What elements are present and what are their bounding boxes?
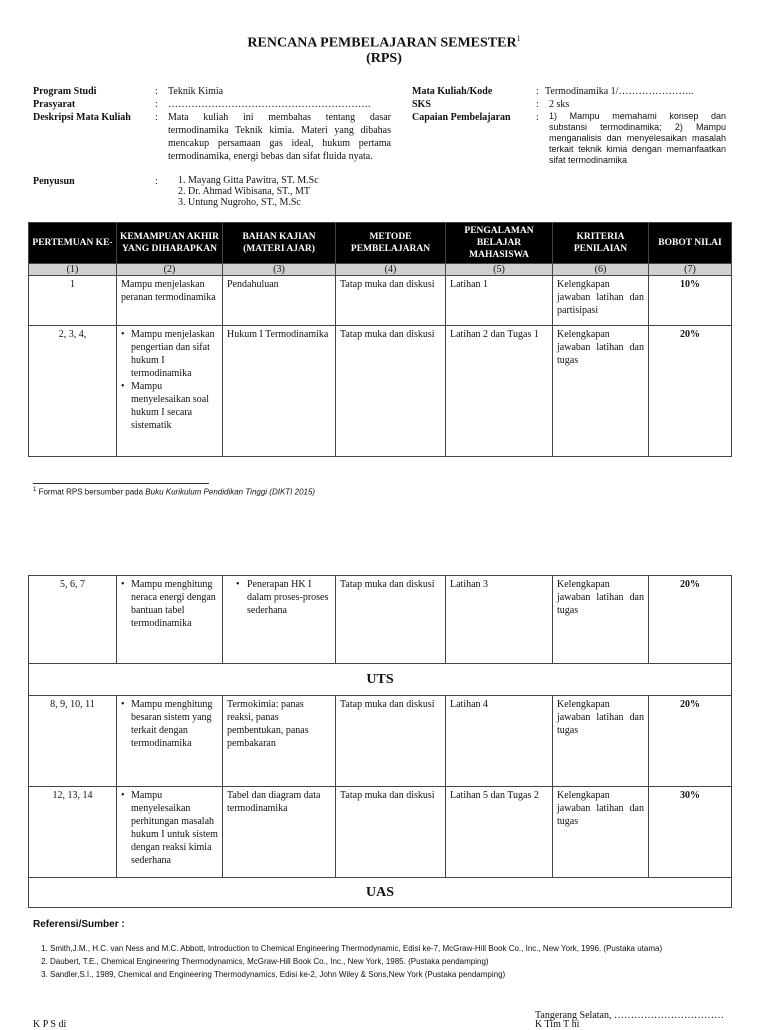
pengalaman-cell: Latihan 4 bbox=[446, 696, 553, 787]
mata-kuliah-label: Mata Kuliah/Kode bbox=[412, 86, 493, 97]
penyusun-list bbox=[168, 175, 319, 208]
bobot-cell: 20% bbox=[649, 326, 732, 457]
mata-kuliah-value: Termodinamika 1/………………….. bbox=[545, 86, 694, 97]
kemampuan-list bbox=[121, 698, 218, 750]
bobot-cell: 30% bbox=[649, 787, 732, 878]
table-row bbox=[29, 276, 732, 326]
colon: : bbox=[536, 99, 539, 110]
footnote-source: Buku Kurikulum Pendidikan Tinggi (DIKTI 2015) bbox=[145, 487, 316, 497]
rps-table-page1 bbox=[28, 222, 732, 457]
kriteria-cell: Kelengkapan jawaban latihan dan partisipasi bbox=[553, 276, 649, 326]
bobot-cell: 20% bbox=[649, 696, 732, 787]
footnote-text: Format RPS bersumber pada bbox=[38, 487, 146, 497]
meta-right bbox=[412, 85, 732, 175]
table-header-row bbox=[29, 223, 732, 264]
author-item: 3. Untung Nugroho, ST., M.Sc bbox=[188, 197, 319, 208]
list-item: • Mampu menyelesaikan soal hukum I secara sistematik bbox=[131, 380, 218, 432]
list-item: • Penerapan HK I dalam proses-proses sederhana bbox=[247, 578, 331, 617]
author-item: 2. Dr. Ahmad Wibisana, ST., MT bbox=[188, 186, 319, 197]
pengalaman-cell: Latihan 1 bbox=[446, 276, 553, 326]
kemampuan-cell: Mampu menjelaskan peranan termodinamika bbox=[117, 276, 223, 326]
uts-row bbox=[29, 664, 732, 696]
footnote bbox=[33, 487, 315, 497]
bahan-cell bbox=[223, 576, 336, 664]
kriteria-cell: Kelengkapan jawaban latihan dan tugas bbox=[553, 326, 649, 457]
program-studi-value: Teknik Kimia bbox=[168, 86, 224, 97]
kemampuan-list bbox=[121, 789, 218, 867]
pertemuan-cell: 5, 6, 7 bbox=[29, 576, 117, 664]
metode-cell: Tatap muka dan diskusi bbox=[336, 696, 446, 787]
metode-cell: Tatap muka dan diskusi bbox=[336, 326, 446, 457]
bobot-cell: 10% bbox=[649, 276, 732, 326]
col-header-kriteria: KRITERIA PENILAIAN bbox=[553, 223, 649, 264]
penyusun-label: Penyusun bbox=[33, 176, 75, 187]
colon: : bbox=[155, 176, 158, 187]
kemampuan-cell bbox=[117, 576, 223, 664]
uas-label: UAS bbox=[29, 878, 732, 908]
signature-cut-right: K Tim T hi bbox=[535, 1019, 580, 1030]
pertemuan-cell: 8, 9, 10, 11 bbox=[29, 696, 117, 787]
reference-item: 1. Smith,J.M., H.C. van Ness and M.C. Abbott, Introduction to Chemical Engineering Thermodynamic, Edisi ke-7, McGraw-Hill Book Co., Inc., New York, 1996. (Pustaka utama) bbox=[50, 943, 750, 954]
sks-value: 2 sks bbox=[549, 99, 570, 110]
kriteria-cell: Kelengkapan jawaban latihan dan tugas bbox=[553, 696, 649, 787]
metode-cell: Tatap muka dan diskusi bbox=[336, 787, 446, 878]
kemampuan-cell bbox=[117, 326, 223, 457]
col-number: (2) bbox=[117, 264, 223, 276]
pertemuan-cell: 12, 13, 14 bbox=[29, 787, 117, 878]
bahan-cell: Pendahuluan bbox=[223, 276, 336, 326]
col-header-bobot: BOBOT NILAI bbox=[649, 223, 732, 264]
col-number: (6) bbox=[553, 264, 649, 276]
signature-cut-left: K P S di bbox=[33, 1019, 67, 1030]
title-text: RENCANA PEMBELAJARAN SEMESTER bbox=[247, 35, 517, 51]
prasyarat-label: Prasyarat bbox=[33, 99, 76, 110]
colon: : bbox=[155, 86, 158, 97]
col-header-pertemuan: PERTEMUAN KE- bbox=[29, 223, 117, 264]
bahan-list bbox=[227, 578, 331, 617]
reference-item: 2. Daubert, T.E., Chemical Engineering Thermodynamics, McGraw-Hill Book Co., Inc., New York, 1985. (Pustaka pendamping) bbox=[50, 956, 750, 967]
capaian-label: Capaian Pembelajaran bbox=[412, 112, 511, 123]
bahan-cell: Termokimia: panas reaksi, panas pembentukan, panas pembakaran bbox=[223, 696, 336, 787]
pertemuan-cell: 2, 3, 4, bbox=[29, 326, 117, 457]
col-number: (7) bbox=[649, 264, 732, 276]
author-item: 1. Mayang Gitta Pawitra, ST. M.Sc bbox=[188, 175, 319, 186]
metode-cell: Tatap muka dan diskusi bbox=[336, 576, 446, 664]
kemampuan-list bbox=[121, 578, 218, 630]
col-header-pengalaman: PENGALAMAN BELAJAR MAHASISWA bbox=[446, 223, 553, 264]
document-subtitle: (RPS) bbox=[366, 51, 402, 66]
list-item: • Mampu menyelesaikan perhitungan masalah hukum I untuk sistem dengan reaksi kimia sederhana bbox=[131, 789, 218, 867]
pengalaman-cell: Latihan 3 bbox=[446, 576, 553, 664]
bobot-cell: 20% bbox=[649, 576, 732, 664]
uts-label: UTS bbox=[29, 664, 732, 696]
col-header-kemampuan: KEMAMPUAN AKHIR YANG DIHARAPKAN bbox=[117, 223, 223, 264]
col-number: (4) bbox=[336, 264, 446, 276]
capaian-value: 1) Mampu memahami konsep dan substansi termodinamika; 2) Mampu menganalisis dan menyelesaikan masalah terkait teknik kimia dengan memanfaatkan sifat termodinamika bbox=[549, 111, 726, 165]
document-title bbox=[0, 34, 768, 52]
list-item: • Mampu menghitung besaran sistem yang terkait dengan termodinamika bbox=[131, 698, 218, 750]
bahan-cell: Hukum I Termodinamika bbox=[223, 326, 336, 457]
table-row bbox=[29, 576, 732, 664]
pengalaman-cell: Latihan 2 dan Tugas 1 bbox=[446, 326, 553, 457]
footnote-mark: 1 bbox=[33, 487, 37, 493]
table-row bbox=[29, 696, 732, 787]
pengalaman-cell: Latihan 5 dan Tugas 2 bbox=[446, 787, 553, 878]
list-item: • Mampu menghitung neraca energi dengan bantuan tabel termodinamika bbox=[131, 578, 218, 630]
col-header-metode: METODE PEMBELAJARAN bbox=[336, 223, 446, 264]
col-number: (1) bbox=[29, 264, 117, 276]
kriteria-cell: Kelengkapan jawaban latihan dan tugas bbox=[553, 787, 649, 878]
deskripsi-label: Deskripsi Mata Kuliah bbox=[33, 112, 131, 123]
table-row bbox=[29, 326, 732, 457]
col-number: (3) bbox=[223, 264, 336, 276]
prasyarat-value: ……………………………………………………. bbox=[168, 99, 371, 110]
title-footnote-mark: 1 bbox=[516, 34, 521, 43]
col-number: (5) bbox=[446, 264, 553, 276]
program-studi-label: Program Studi bbox=[33, 86, 97, 97]
meta-left bbox=[33, 85, 393, 215]
sks-label: SKS bbox=[412, 99, 431, 110]
colon: : bbox=[155, 112, 158, 123]
deskripsi-value: Mata kuliah ini membahas tentang dasar termodinamika Teknik kimia. Materi yang dibahas mencakup persamaan gas ideal, hukum pertama termodinamika, energi bebas dan sifat fluida nyata. bbox=[168, 112, 391, 162]
colon: : bbox=[155, 99, 158, 110]
kemampuan-cell bbox=[117, 787, 223, 878]
signature-place-date: Tangerang Selatan, …………………………… bbox=[535, 1010, 724, 1021]
references-list bbox=[33, 943, 750, 982]
col-header-bahan: BAHAN KAJIAN (MATERI AJAR) bbox=[223, 223, 336, 264]
kriteria-cell: Kelengkapan jawaban latihan dan tugas bbox=[553, 576, 649, 664]
rps-table-page2 bbox=[28, 575, 732, 908]
reference-item: 3. Sandler,S.I., 1989, Chemical and Engineering Thermodynamics, Edisi ke-2, John Wiley & Sons,New York (Pustaka pendamping) bbox=[50, 969, 750, 980]
column-number-row bbox=[29, 264, 732, 276]
references-heading: Referensi/Sumber : bbox=[33, 919, 125, 930]
table-row bbox=[29, 787, 732, 878]
pertemuan-cell: 1 bbox=[29, 276, 117, 326]
kemampuan-list bbox=[121, 328, 218, 432]
footnote-divider bbox=[33, 483, 209, 484]
colon: : bbox=[536, 112, 539, 123]
list-item: • Mampu menjelaskan pengertian dan sifat hukum I termodinamika bbox=[131, 328, 218, 380]
uas-row bbox=[29, 878, 732, 908]
bahan-cell: Tabel dan diagram data termodinamika bbox=[223, 787, 336, 878]
kemampuan-cell bbox=[117, 696, 223, 787]
metode-cell: Tatap muka dan diskusi bbox=[336, 276, 446, 326]
colon: : bbox=[536, 86, 539, 97]
